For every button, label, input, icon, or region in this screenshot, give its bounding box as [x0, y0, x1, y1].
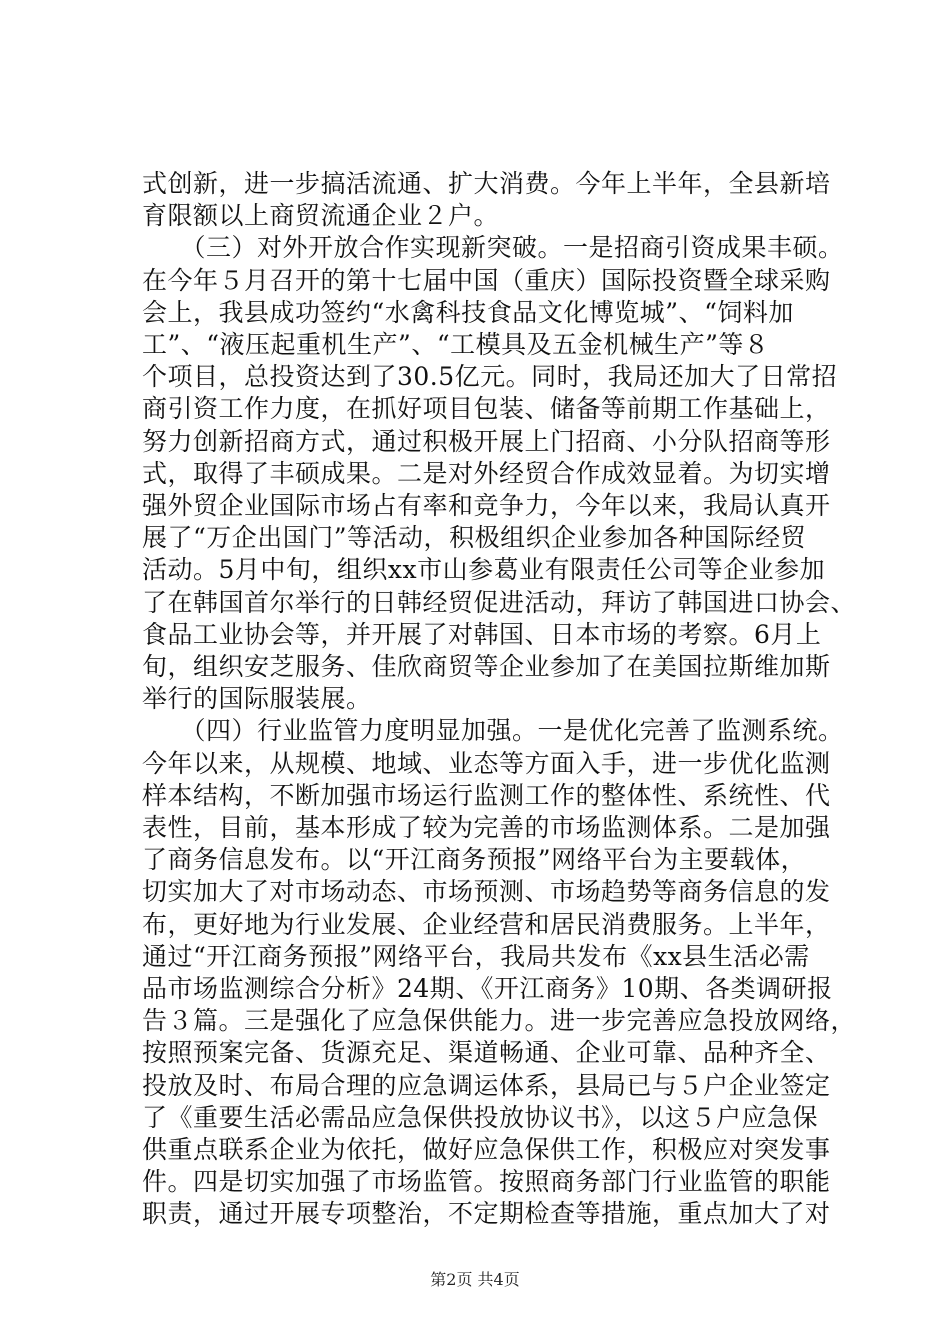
text-line: 商引资工作力度，在抓好项目包装、储备等前期工作基础上，: [142, 394, 831, 424]
text-line: 展了“万企出国门”等活动，积极组织企业参加各种国际经贸: [142, 523, 807, 553]
text-line: 了在韩国首尔举行的日韩经贸促进活动，拜访了韩国进口协会、: [142, 587, 857, 617]
text-line: 通过“开江商务预报”网络平台，我局共发布《xx县生活必需: [142, 941, 810, 971]
text-line: 了商务信息发布。以“开江商务预报”网络平台为主要载体，: [142, 845, 807, 875]
page-footer: 第2页 共4页: [430, 1270, 520, 1289]
text-line: 工”、“液压起重机生产”、“工模具及五金机械生产”等８: [142, 330, 770, 359]
text-line: 了《重要生活必需品应急保供投放协议书》，以这５户应急保: [142, 1102, 819, 1132]
text-line: （四）行业监管力度明显加强。一是优化完善了监测系统。: [142, 716, 844, 746]
text-line: 投放及时、布局合理的应急调运体系，县局已与５户企业签定: [142, 1070, 831, 1100]
text-line: 个项目，总投资达到了30.5亿元。同时，我局还加大了日常招: [142, 362, 838, 392]
text-line: 食品工业协会等，并开展了对韩国、日本市场的考察。6月上: [142, 619, 822, 649]
text-line: 旬，组织安芝服务、佳欣商贸等企业参加了在美国拉斯维加斯: [142, 652, 831, 681]
text-line: 会上，我县成功签约“水禽科技食品文化博览城”、“饲料加: [142, 297, 794, 327]
text-line: 式，取得了丰硕成果。二是对外经贸合作成效显着。为切实增: [142, 458, 831, 488]
text-line: 告３篇。三是强化了应急保供能力。进一步完善应急投放网络，: [142, 1006, 857, 1036]
text-line: 式创新，进一步搞活流通、扩大消费。今年上半年，全县新培: [142, 169, 831, 198]
text-line: 供重点联系企业为依托，做好应急保供工作，积极应对突发事: [142, 1135, 831, 1164]
text-line: 强外贸企业国际市场占有率和竞争力，今年以来，我局认真开: [142, 491, 831, 520]
text-line: 举行的国际服装展。: [142, 684, 372, 714]
text-line: 育限额以上商贸流通企业２户。: [142, 201, 500, 231]
text-line: 布，更好地为行业发展、企业经营和居民消费服务。上半年，: [142, 909, 831, 939]
text-line: 表性，目前，基本形成了较为完善的市场监测体系。二是加强: [142, 813, 831, 842]
text-line: 样本结构，不断加强市场运行监测工作的整体性、系统性、代: [142, 780, 831, 810]
text-line: 按照预案完备、货源充足、渠道畅通、企业可靠、品种齐全、: [142, 1038, 831, 1068]
text-line: 活动。5月中旬，组织xx市山参葛业有限责任公司等企业参加: [142, 555, 826, 585]
text-line: 职责，通过开展专项整治，不定期检查等措施，重点加大了对: [142, 1199, 831, 1229]
text-line: 努力创新招商方式，通过积极开展上门招商、小分队招商等形: [142, 426, 831, 456]
text-line: 切实加大了对市场动态、市场预测、市场趋势等商务信息的发: [142, 877, 831, 907]
text-line: 品市场监测综合分析》24期、《开江商务》10期、各类调研报: [142, 974, 833, 1003]
text-line: 件。四是切实加强了市场监管。按照商务部门行业监管的职能: [142, 1167, 831, 1197]
text-line: 在今年５月召开的第十七届中国（重庆）国际投资暨全球采购: [142, 265, 831, 295]
text-line: 今年以来，从规模、地域、业态等方面入手，进一步优化监测: [142, 748, 831, 778]
text-line: （三）对外开放合作实现新突破。一是招商引资成果丰硕。: [142, 233, 844, 263]
